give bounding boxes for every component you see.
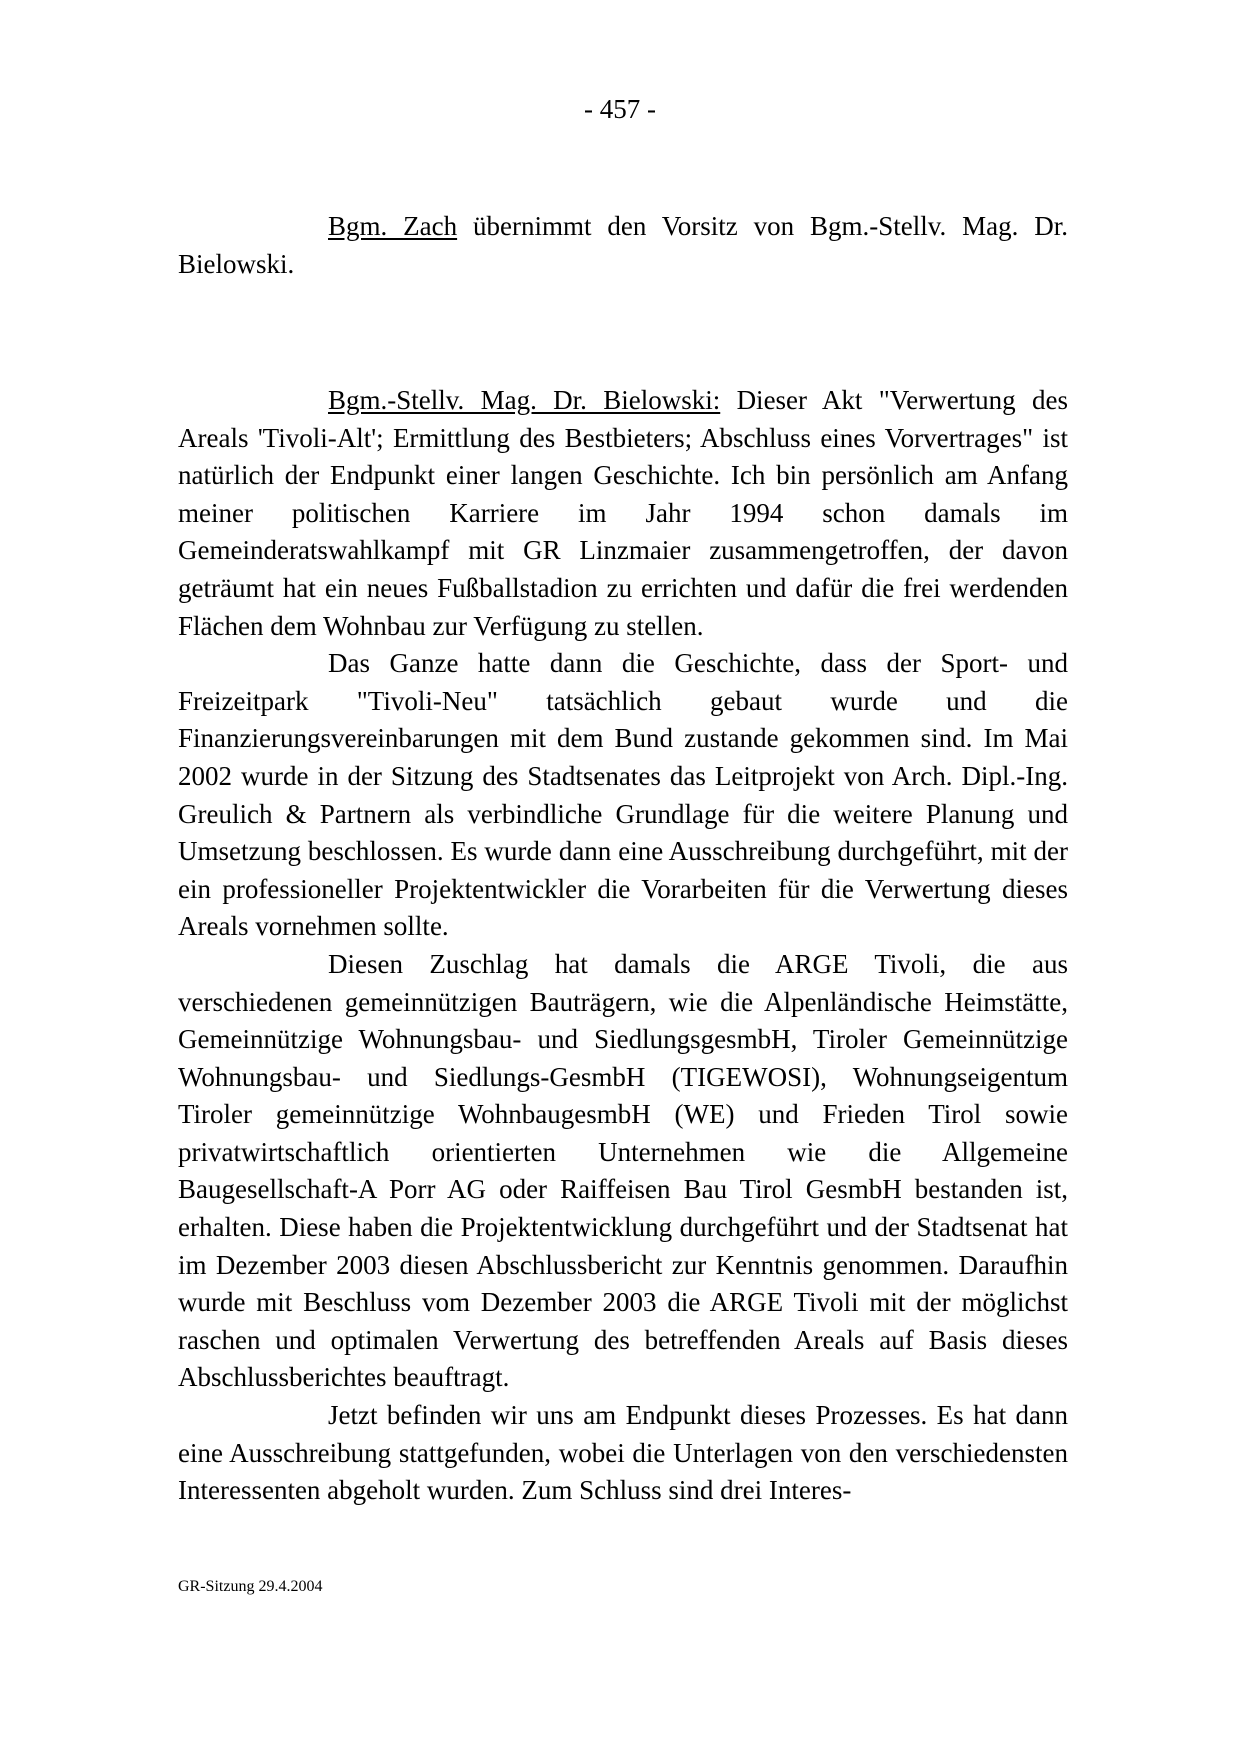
speaker-name: Bgm.-Stellv. Mag. Dr. Bielowski: bbox=[328, 385, 721, 415]
page-number: - 457 - bbox=[584, 94, 656, 124]
intro-block bbox=[178, 208, 1068, 283]
speech-block bbox=[178, 382, 1068, 1510]
intro-paragraph bbox=[178, 208, 1068, 283]
paragraph-text: Dieser Akt "Verwertung des Areals 'Tivoli-Alt'; Ermittlung des Bestbieters; Abschluss eines Vorvertrages" ist natürlich der Endpunkt einer langen Geschichte. Ich bin persönlich am Anfang meiner politischen Karriere im Jahr 1994 schon damals im Gemeinderatswahlkampf mit GR Linzmaier zusammengetroffen, der davon geträumt hat ein neues Fußballstadion zu errichten und dafür die frei werdenden Flächen dem Wohnbau zur Verfügung zu stellen. bbox=[178, 385, 1068, 641]
speech-paragraph-4: Jetzt befinden wir uns am Endpunkt dieses Prozesses. Es hat dann eine Ausschreibung stattgefunden, wobei die Unterlagen von den verschiedensten Interessenten abgeholt wurden. Zum Schluss sind drei Interes- bbox=[178, 1400, 1068, 1506]
speech-paragraph-2: Das Ganze hatte dann die Geschichte, dass der Sport- und Freizeitpark "Tivoli-Neu" tatsächlich gebaut wurde und die Finanzierungsvereinbarungen mit dem Bund zustande gekommen sind. Im Mai 2002 wurde in der Sitzung des Stadtsenates das Leitprojekt von Arch. Dipl.-Ing. Greulich & Partnern als verbindliche Grundlage für die weitere Planung und Umsetzung beschlossen. Es wurde dann eine Ausschreibung durchgeführt, mit der ein professioneller Projektentwickler die Vorarbeiten für die Verwertung dieses Areals vornehmen sollte. bbox=[178, 648, 1068, 942]
footer-session-date: GR-Sitzung 29.4.2004 bbox=[178, 1578, 323, 1595]
speech-paragraph-1 bbox=[178, 382, 1068, 645]
intro-text: übernimmt den Vorsitz von Bgm.-Stellv. Mag. Dr. Bielowski. bbox=[178, 211, 1068, 279]
speech-paragraph-3: Diesen Zuschlag hat damals die ARGE Tivoli, die aus verschiedenen gemeinnützigen Bauträgern, wie die Alpenländische Heimstätte, Gemeinnützige Wohnungsbau- und SiedlungsgesmbH, Tiroler Gemeinnützige Wohnungsbau- und Siedlungs-GesmbH (TIGEWOSI), Wohnungseigentum Tiroler gemeinnützige WohnbaugesmbH (WE) und Frieden Tirol sowie privatwirtschaftlich orientierten Unternehmen wie die Allgemeine Baugesellschaft-A Porr AG oder Raiffeisen Bau Tirol GesmbH bestanden ist, erhalten. Diese haben die Projektentwicklung durchgeführt und der Stadtsenat hat im Dezember 2003 diesen Abschlussbericht zur Kenntnis genommen. Daraufhin wurde mit Beschluss vom Dezember 2003 die ARGE Tivoli mit der möglichst raschen und optimalen Verwertung des betreffenden Areals auf Basis dieses Abschlussberichtes beauftragt. bbox=[178, 948, 1068, 1393]
speaker-name: Bgm. Zach bbox=[328, 211, 458, 241]
